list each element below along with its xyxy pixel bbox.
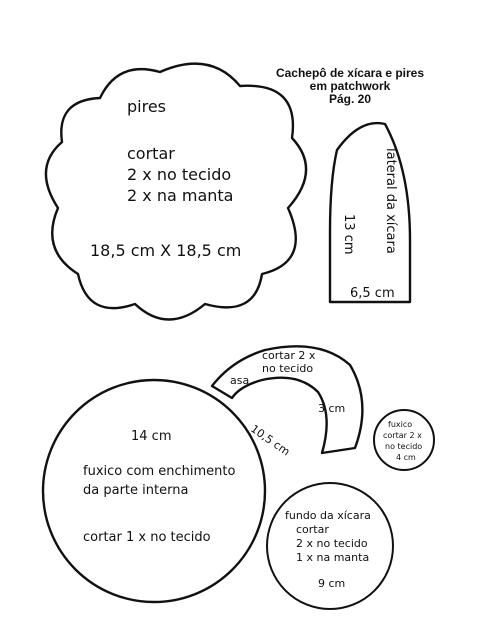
lateral-height: 13 cm xyxy=(341,214,356,255)
lateral-name: lateral da xícara xyxy=(383,148,398,254)
fuxico-small-size: 4 cm xyxy=(396,453,416,462)
title-line-1: Cachepô de xícara e pires xyxy=(275,66,425,80)
fuxico-large-desc-2: da parte interna xyxy=(83,483,189,498)
title-line-3: Pág. 20 xyxy=(328,92,372,107)
pires-batting: 2 x na manta xyxy=(127,186,234,205)
asa-width: 3 cm xyxy=(318,402,346,415)
asa-cut: cortar 2 x xyxy=(262,349,316,362)
fuxico-small-fabric: no tecido xyxy=(385,442,423,451)
pires-size: 18,5 cm X 18,5 cm xyxy=(90,241,242,260)
lateral-width: 6,5 cm xyxy=(350,286,395,301)
pires-name: pires xyxy=(127,97,167,116)
asa-fabric: no tecido xyxy=(262,362,314,375)
fundo-batting: 1 x na manta xyxy=(296,551,370,564)
fuxico-large-desc-1: fuxico com enchimento xyxy=(83,464,236,479)
fuxico-large-size: 14 cm xyxy=(131,429,172,444)
pires-fabric: 2 x no tecido xyxy=(127,165,232,184)
fuxico-large-cut: cortar 1 x no tecido xyxy=(83,530,211,545)
lateral-template-outline xyxy=(330,123,410,302)
fundo-size: 9 cm xyxy=(318,577,346,590)
asa-length: 10,5 cm xyxy=(248,422,293,459)
fundo-fabric: 2 x no tecido xyxy=(296,537,368,550)
asa-name: asa xyxy=(230,374,250,387)
fundo-name: fundo da xícara xyxy=(285,509,371,522)
fundo-cut: cortar xyxy=(296,523,329,536)
page-title xyxy=(262,67,438,107)
title-line-2: em patchwork xyxy=(309,79,391,94)
fuxico-small-name: fuxico xyxy=(388,420,413,429)
pires-cut: cortar xyxy=(127,144,175,163)
fuxico-small-cut: cortar 2 x xyxy=(383,431,422,440)
